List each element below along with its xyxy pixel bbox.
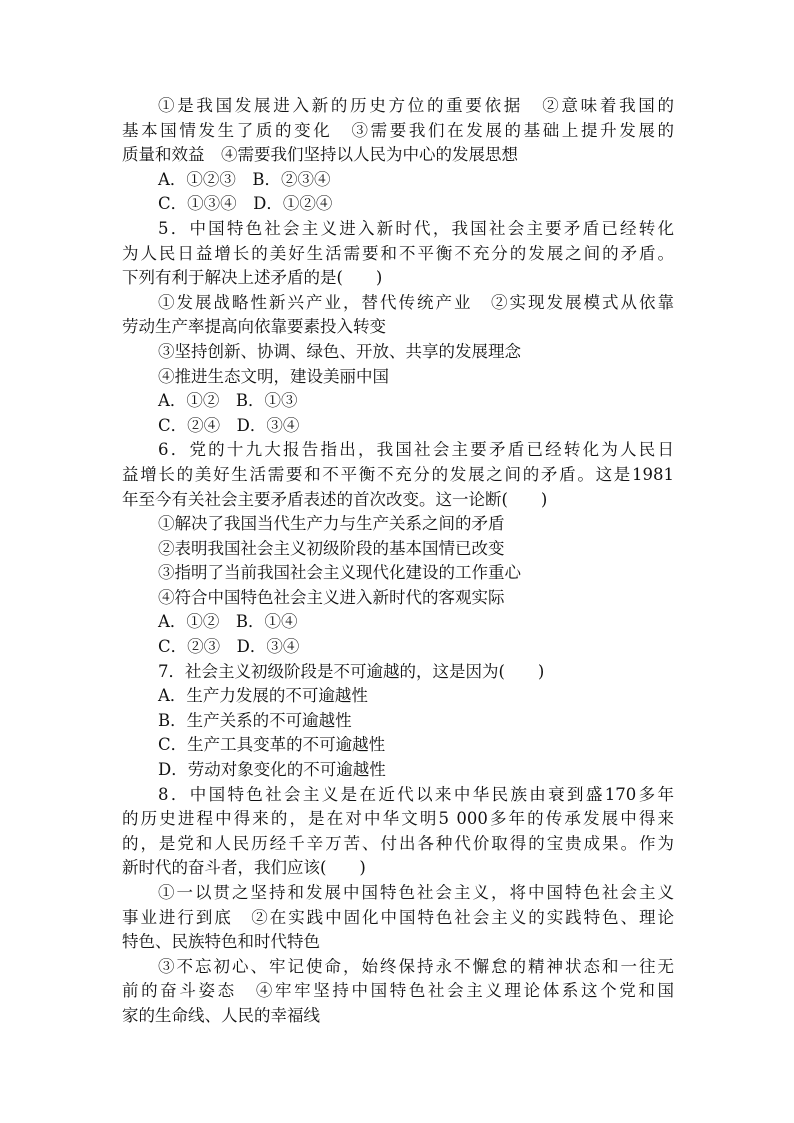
text-line: 劳动生产率提高向依靠要素投入转变	[122, 317, 386, 337]
answer-option: A．生产力发展的不可逾越性	[158, 686, 368, 706]
text-line: 前的奋斗姿态 ④牢牢坚持中国特色社会主义理论体系这个党和国	[122, 981, 674, 1001]
text-line: ①是我国发展进入新的历史方位的重要依据 ②意味着我国的	[158, 96, 674, 115]
text-line: ④推进生态文明，建设美丽中国	[158, 366, 389, 386]
text-line: 质量和效益 ④需要我们坚持以人民为中心的发展思想	[122, 145, 518, 165]
question-7-stem: 7．社会主义初级阶段是不可逾越的，这是因为( )	[158, 661, 545, 681]
text-line: 益增长的美好生活需要和不平衡不充分的发展之间的矛盾。这是1981	[122, 464, 674, 484]
answer-option: B．生产关系的不可逾越性	[158, 710, 352, 730]
text-line: ①发展战略性新兴产业，替代传统产业 ②实现发展模式从依靠	[158, 292, 674, 312]
text-line: 新时代的奋斗者，我们应该( )	[122, 858, 366, 878]
text-line: 为人民日益增长的美好生活需要和不平衡不充分的发展之间的矛盾。	[122, 243, 674, 263]
text-line: ①一以贯之坚持和发展中国特色社会主义，将中国特色社会主义	[158, 883, 674, 902]
text-line: 年至今有关社会主要矛盾表述的首次改变。这一论断( )	[122, 489, 548, 509]
answer-options: A．①②③ B．②③④	[158, 169, 331, 189]
text-line: ③坚持创新、协调、绿色、开放、共享的发展理念	[158, 341, 521, 361]
question-6-stem: 6．党的十九大报告指出，我国社会主要矛盾已经转化为人民日	[158, 440, 674, 460]
document-page	[122, 94, 674, 1029]
text-line: 下列有利于解决上述矛盾的是( )	[122, 268, 383, 288]
answer-options: C．①③④ D．①②④	[158, 194, 333, 214]
text-line: ②表明我国社会主义初级阶段的基本国情已改变	[158, 538, 505, 558]
answer-option: C．生产工具变革的不可逾越性	[158, 735, 386, 755]
text-line: ③指明了当前我国社会主义现代化建设的工作重心	[158, 563, 521, 583]
answer-options: A．①② B．①④	[158, 612, 298, 632]
question-5-stem: 5．中国特色社会主义进入新时代，我国社会主要矛盾已经转化	[158, 218, 674, 238]
answer-options: C．②③ D．③④	[158, 637, 300, 657]
text-line: ①解决了我国当代生产力与生产关系之间的矛盾	[158, 514, 505, 534]
answer-option: D．劳动对象变化的不可逾越性	[158, 760, 386, 780]
question-8-stem: 8．中国特色社会主义是在近代以来中华民族由衰到盛170多年	[158, 784, 674, 804]
text-line: 家的生命线、人民的幸福线	[122, 1005, 320, 1025]
text-line: 事业进行到底 ②在实践中固化中国特色社会主义的实践特色、理论	[122, 907, 674, 927]
text-line: ④符合中国特色社会主义进入新时代的客观实际	[158, 587, 505, 607]
text-line: ③不忘初心、牢记使命，始终保持永不懈怠的精神状态和一往无	[158, 956, 674, 976]
text-line: 基本国情发生了质的变化 ③需要我们在发展的基础上提升发展的	[122, 120, 674, 140]
answer-options: C．②④ D．③④	[158, 415, 300, 435]
text-line: 特色、民族特色和时代特色	[122, 932, 320, 952]
answer-options: A．①② B．①③	[158, 391, 298, 411]
text-line: 的历史进程中得来的，是在对中华文明5 000多年的传承发展中得来	[122, 809, 674, 829]
text-line: 的，是党和人民历经千辛万苦、付出各种代价取得的宝贵成果。作为	[122, 833, 674, 853]
